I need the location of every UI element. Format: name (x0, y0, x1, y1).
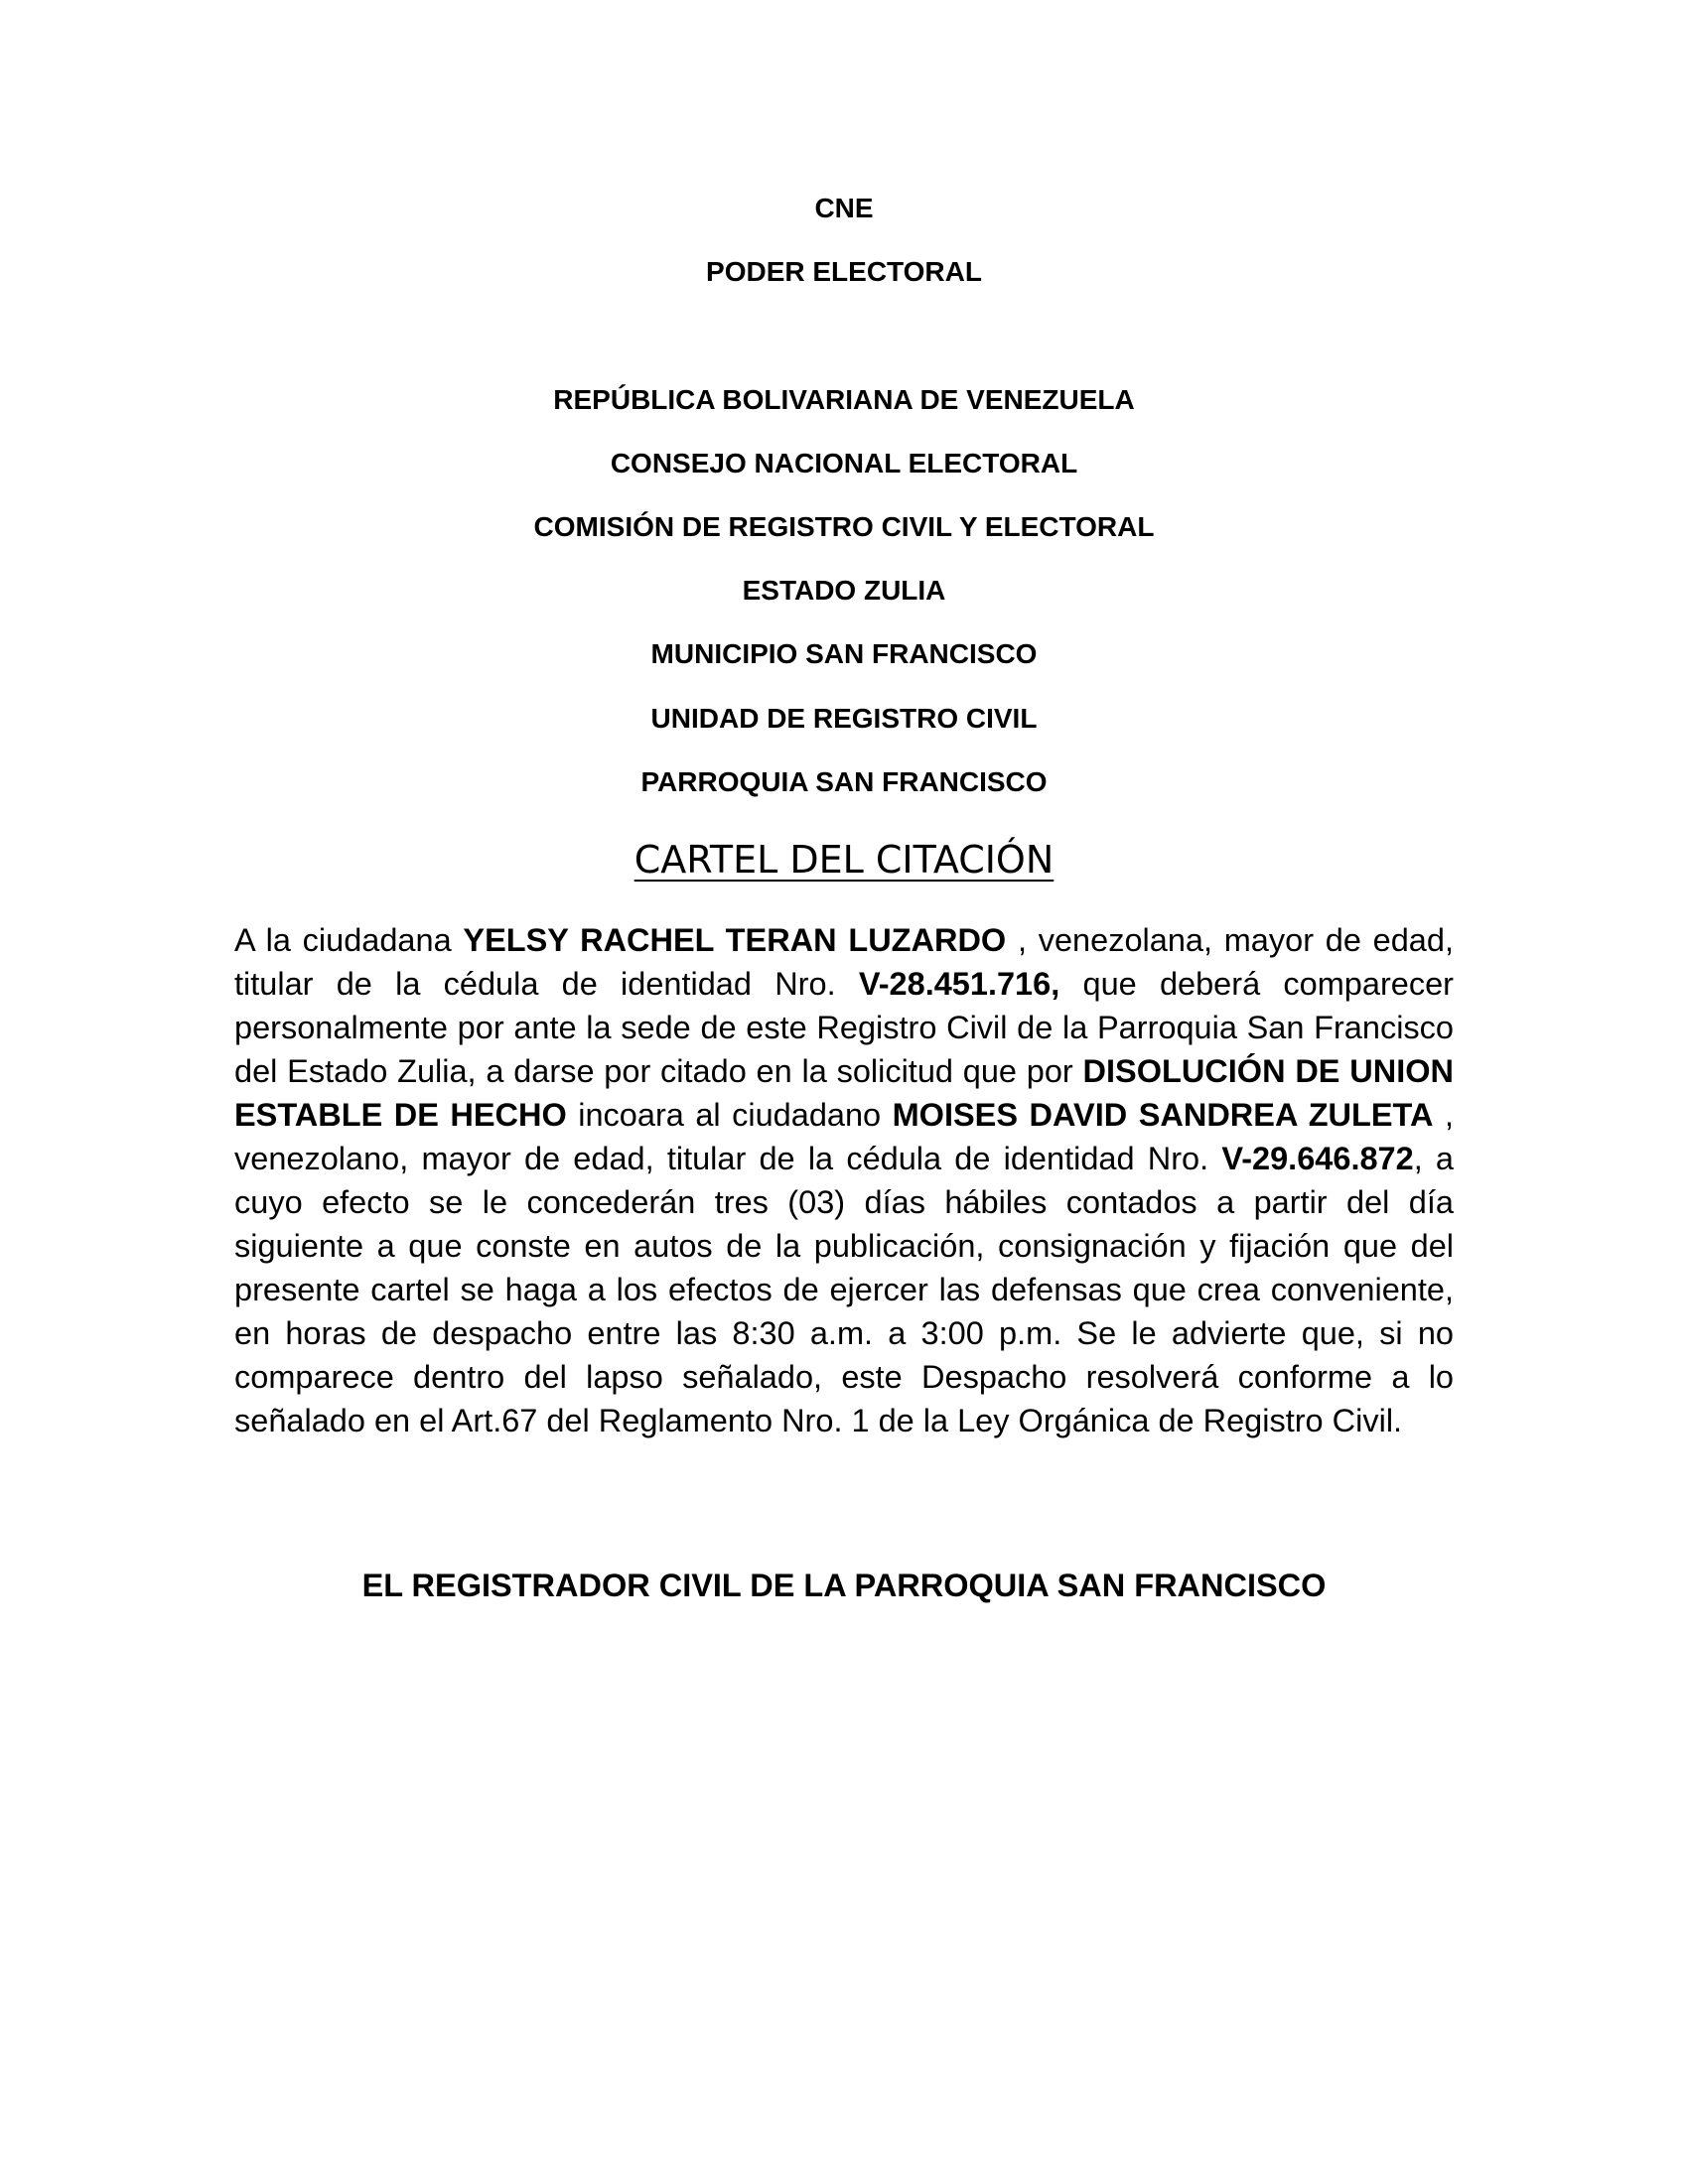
body-text-segment: , venezolano, mayor de edad, titular de la cédula de identidad Nro. (234, 1097, 1454, 1176)
body-text-segment: , a cuyo efecto se le concederán tres (03) días hábiles contados a partir del día siguiente a que conste en autos de la publicación, consignación y fijación que del presente cartel se haga a los efectos de ejercer las defensas que crea conveniente, en horas de despacho entre las 8:30 a.m. a 3:00 p.m. Se le advierte que, si no comparece dentro del lapso señalado, este Despacho resolverá conforme a lo señalado en el Art.67 del Reglamento Nro. 1 de la Ley Orgánica de Registro Civil. (234, 1141, 1455, 1438)
header-parroquia: PARROQUIA SAN FRANCISCO (640, 766, 1048, 797)
body-text-segment: que deberá comparecer personalmente por ante la sede de este Registro Civil de la Parroquia San Francisco del Estado Zulia, a darse por citado en la solicitud que por (234, 966, 1454, 1089)
body-text-segment: , venezolana, mayor de edad, titular de la cédula de identidad Nro. (234, 922, 1454, 1002)
citada-name: YELSY RACHEL TERAN LUZARDO (463, 922, 1007, 958)
header-comision: COMISIÓN DE REGISTRO CIVIL Y ELECTORAL (533, 511, 1155, 542)
citation-body (234, 918, 1454, 1442)
solicitante-name: MOISES DAVID SANDREA ZULETA (892, 1097, 1434, 1133)
header-republica: REPÚBLICA BOLIVARIANA DE VENEZUELA (553, 384, 1135, 415)
document-title: CARTEL DEL CITACIÓN (633, 838, 1055, 882)
solicitante-id-number: V-29.646.872 (1221, 1141, 1414, 1176)
body-text-segment: A la ciudadana (234, 922, 464, 958)
header-municipio: MUNICIPIO SAN FRANCISCO (650, 638, 1038, 669)
header-consejo: CONSEJO NACIONAL ELECTORAL (610, 448, 1078, 478)
signature-line: EL REGISTRADOR CIVIL DE LA PARROQUIA SAN FRANCISCO (361, 1568, 1327, 1603)
header-cne: CNE (814, 193, 874, 223)
citada-id-number: V-28.451.716, (858, 966, 1060, 1002)
header-unidad: UNIDAD DE REGISTRO CIVIL (650, 703, 1038, 734)
header-poder-electoral: PODER ELECTORAL (706, 256, 982, 287)
body-text-segment: incoara al ciudadano (566, 1097, 893, 1133)
procedure-name: DISOLUCIÓN DE UNION ESTABLE DE HECHO (234, 1053, 1454, 1133)
header-estado: ESTADO ZULIA (742, 575, 946, 606)
